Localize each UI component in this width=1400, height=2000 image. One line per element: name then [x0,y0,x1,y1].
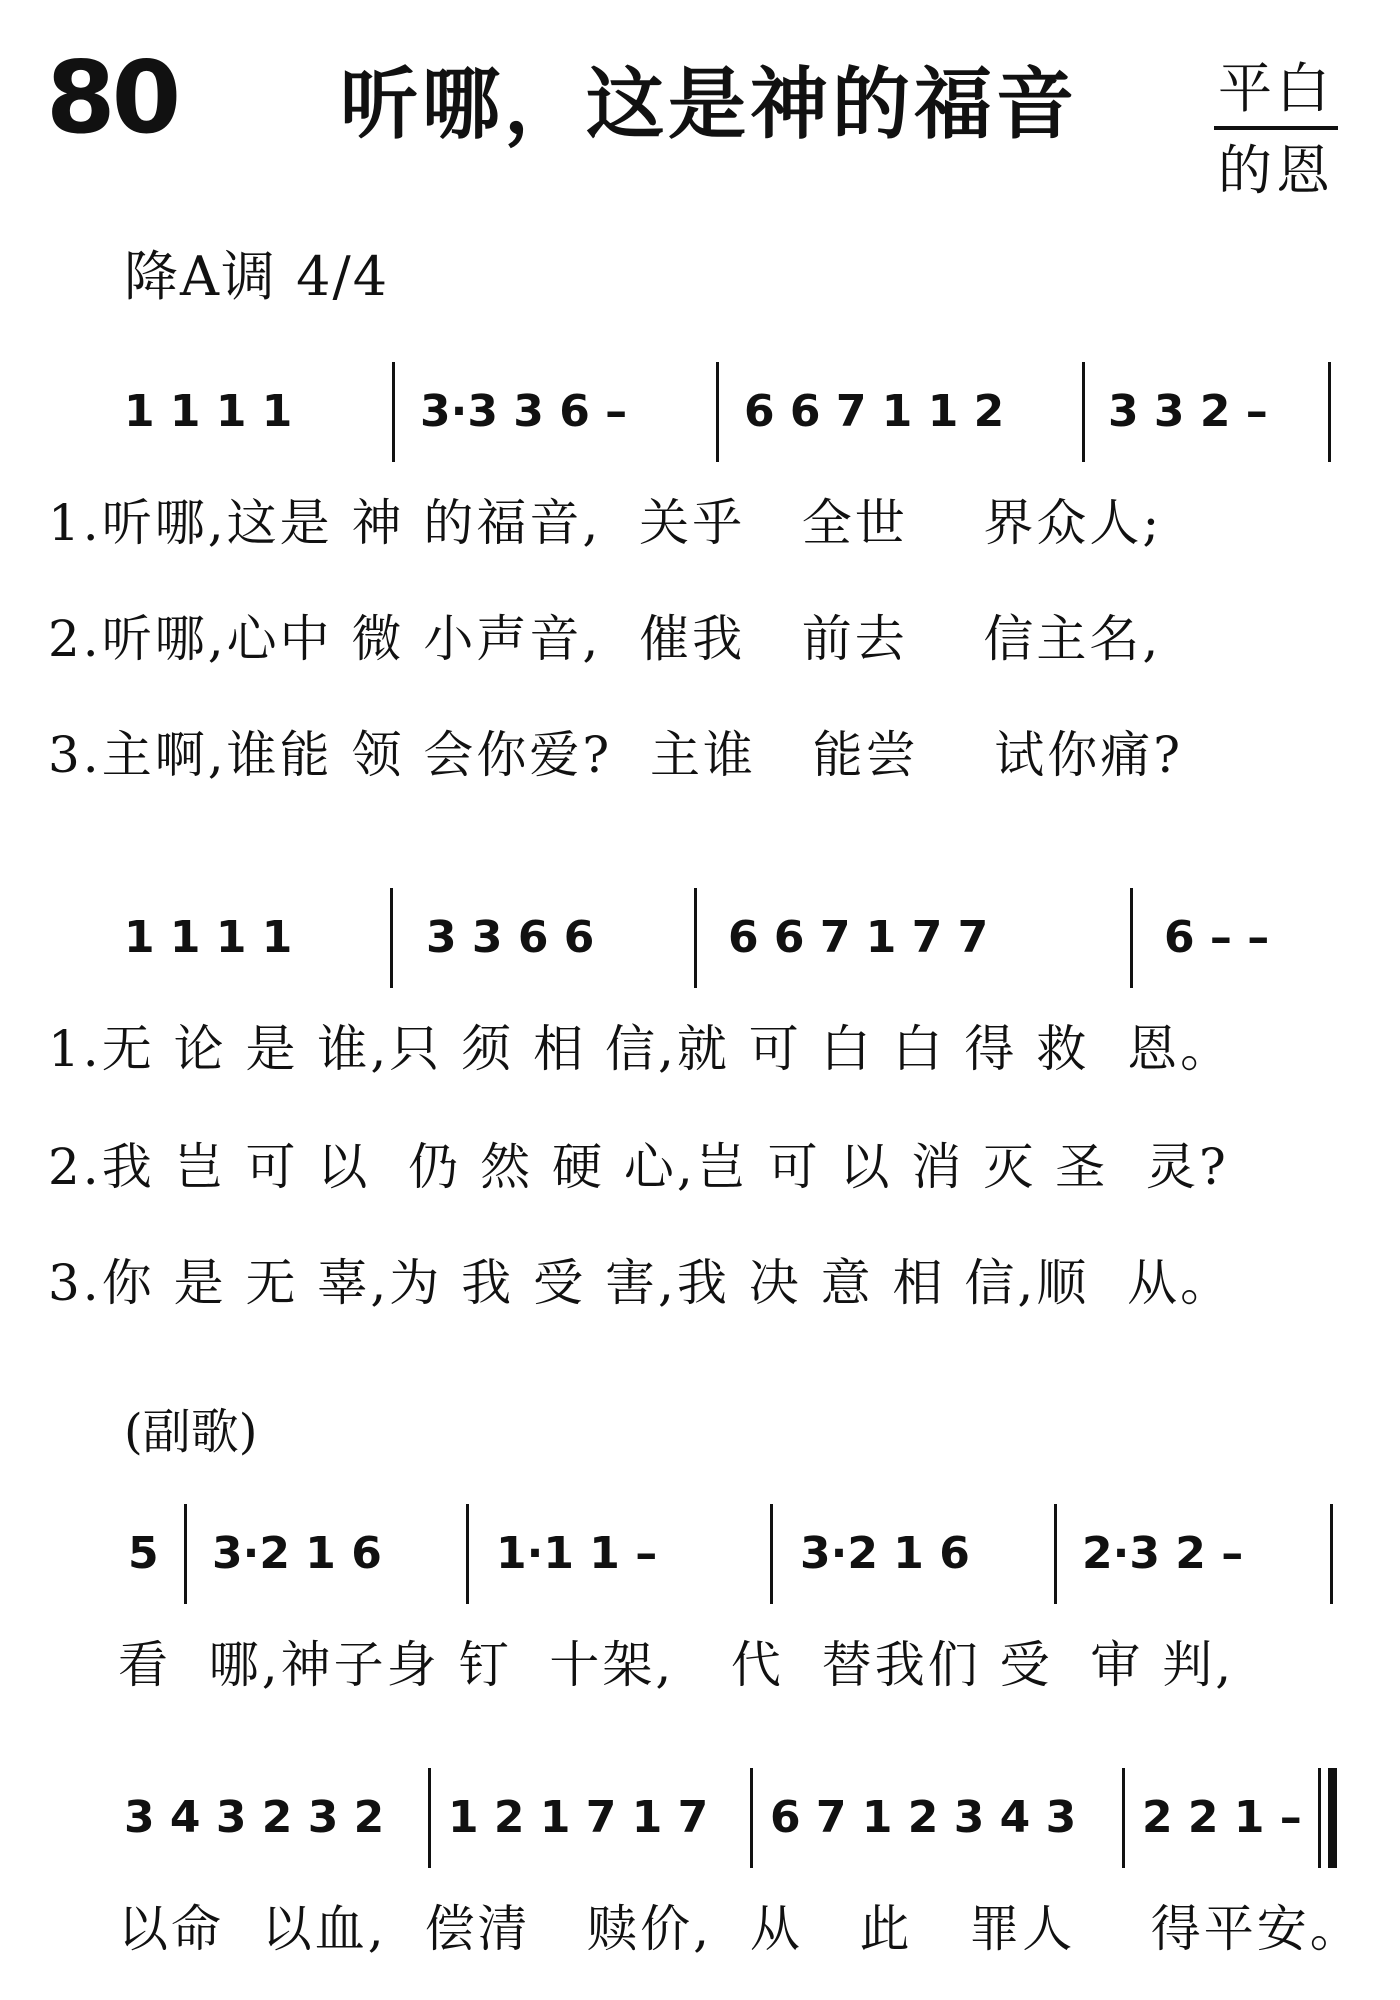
final-barline [1318,1768,1321,1868]
measure-notes: 2 2 1 – [1142,1792,1302,1843]
barline [1054,1504,1057,1604]
measure-notes: 2·3 2 – [1082,1528,1244,1579]
measure-notes: 1·1 1 – [496,1528,658,1579]
notation-staff-4 [0,1768,1400,1878]
barline [466,1504,469,1604]
notation-staff-1 [0,362,1400,472]
chorus-lyric-2: 以命 以血, 偿清 赎价, 从 此 罪人 得平安。 [118,1900,1363,1958]
hymn-title: 听哪，这是神的福音 [340,60,1079,150]
lyric-verse-1: 1.听哪,这是 神 的福音, 关乎 全世 界众人; [48,494,1163,552]
measure-notes: 1 1 1 1 [124,912,293,963]
barline [716,362,719,462]
measure-notes: 3·2 1 6 [212,1528,382,1579]
measure-notes: 6 6 7 1 1 2 [744,386,1005,437]
measure-notes: 3 4 3 2 3 2 [124,1792,385,1843]
lyric-verse-2: 2.我 岂 可 以 仍 然 硬 心,岂 可 以 消 灭 圣 灵? [48,1138,1229,1196]
barline [750,1768,753,1868]
lyric-verse-1: 1.无 论 是 谁,只 须 相 信,就 可 白 白 得 救 恩。 [48,1020,1234,1078]
measure-notes: 1 1 1 1 [124,386,293,437]
notation-staff-3 [0,1504,1400,1614]
measure-notes: 3·2 1 6 [800,1528,970,1579]
barline [1328,362,1331,462]
lyric-verse-3: 3.你 是 无 辜,为 我 受 害,我 决 意 相 信,顺 从。 [48,1254,1234,1312]
lyric-verse-2: 2.听哪,心中 微 小声音, 催我 前去 信主名, [48,610,1162,668]
measure-notes: 3 3 6 6 [426,912,595,963]
barline [694,888,697,988]
barline [390,888,393,988]
barline [392,362,395,462]
measure-notes: 6 – – [1164,912,1270,963]
lyric-verse-3: 3.主啊,谁能 领 会你爱? 主谁 能尝 试你痛? [48,726,1184,784]
measure-notes: 1 2 1 7 1 7 [448,1792,709,1843]
barline [1130,888,1133,988]
barline [770,1504,773,1604]
chorus-lyric-1: 看 哪,神子身 钉 十架, 代 替我们 受 审 判, [118,1636,1235,1694]
category-divider [1214,126,1338,130]
hymn-number: 80 [46,39,178,156]
key-signature: 降A调 4/4 [124,245,390,308]
measure-notes: 3·3 3 6 – [420,386,628,437]
notation-staff-2 [0,888,1400,998]
chorus-label: (副歌) [124,1404,258,1460]
category-label-top: 平白 [1218,57,1334,120]
measure-notes: 3 3 2 – [1108,386,1268,437]
barline [1330,1504,1333,1604]
barline [1082,362,1085,462]
measure-notes: 6 7 1 2 3 4 3 [770,1792,1077,1843]
barline [184,1504,187,1604]
barline [428,1768,431,1868]
final-barline-thick [1328,1768,1337,1868]
category-label-bottom: 的恩 [1218,139,1334,202]
measure-notes: 5 [128,1528,159,1579]
barline [1122,1768,1125,1868]
measure-notes: 6 6 7 1 7 7 [728,912,989,963]
